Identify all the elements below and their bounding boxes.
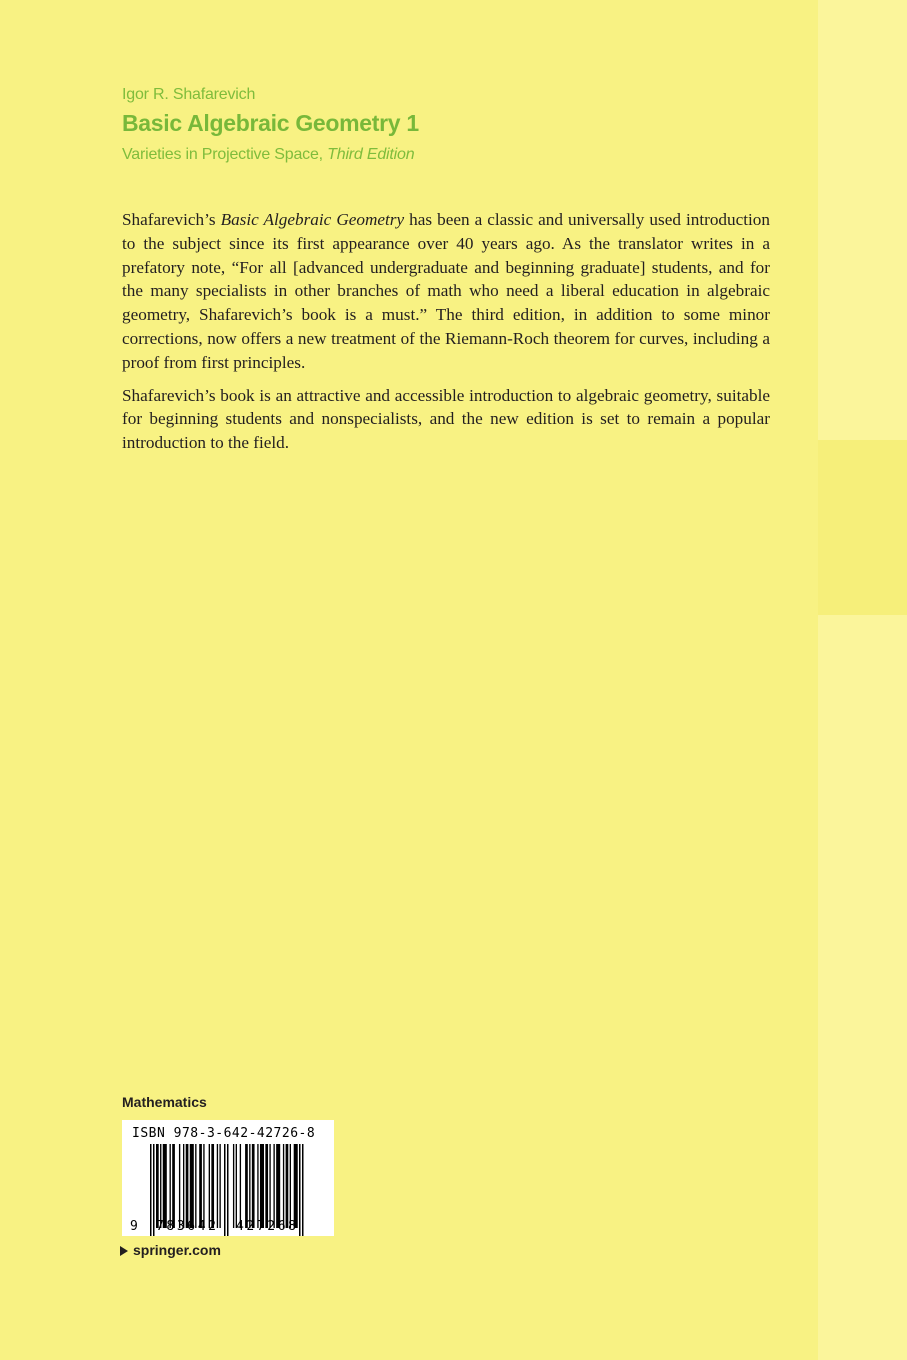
- spine-strip: [818, 0, 907, 1360]
- blurb-lead: Shafarevich’s: [122, 210, 221, 229]
- subtitle-edition: Third Edition: [327, 146, 415, 163]
- barcode-digits-left: 783642: [156, 1219, 216, 1234]
- blurb-rest: has been a classic and universally used introduction to the subject since its first appearance over 40 years ago. As the translator writes in a prefatory note, “For all [advanced undergraduate and beginning graduate] students, and for the many specialists in other branches of math who need a liberal education in algebraic geometry, Shafarevich’s book is a must.” The third edition, in addition to some minor corrections, now offers a new treatment of the Riemann-Roch theorem for curves, including a proof from first principles.: [122, 210, 770, 372]
- barcode-digits-right: 427268: [236, 1219, 296, 1234]
- isbn-label: ISBN 978-3-642-42726-8: [132, 1126, 316, 1141]
- publisher-link[interactable]: [120, 1242, 221, 1258]
- blurb-paragraph-1: [122, 208, 770, 375]
- subtitle-main: Varieties in Projective Space,: [122, 146, 328, 163]
- book-title: Basic Algebraic Geometry 1: [122, 110, 419, 136]
- arrow-right-icon: [120, 1246, 128, 1256]
- barcode-digit-lead: 9: [130, 1219, 138, 1234]
- blurb-book-title: Basic Algebraic Geometry: [220, 210, 405, 229]
- blurb-paragraph-2: Shafarevich’s book is an attractive and accessible introduction to algebraic geometry, suitable for beginning students and nonspecialists, and the new edition is set to remain a popular introduction to the field.: [122, 385, 770, 453]
- publisher-link-text: springer.com: [133, 1242, 221, 1258]
- author-name: Igor R. Shafarevich: [122, 86, 256, 103]
- isbn-barcode: [122, 1120, 334, 1236]
- subject-category: Mathematics: [122, 1094, 207, 1110]
- barcode-graphic: [122, 1120, 334, 1236]
- spine-band: [818, 440, 907, 615]
- book-subtitle: [122, 146, 414, 164]
- blurb: [122, 208, 770, 464]
